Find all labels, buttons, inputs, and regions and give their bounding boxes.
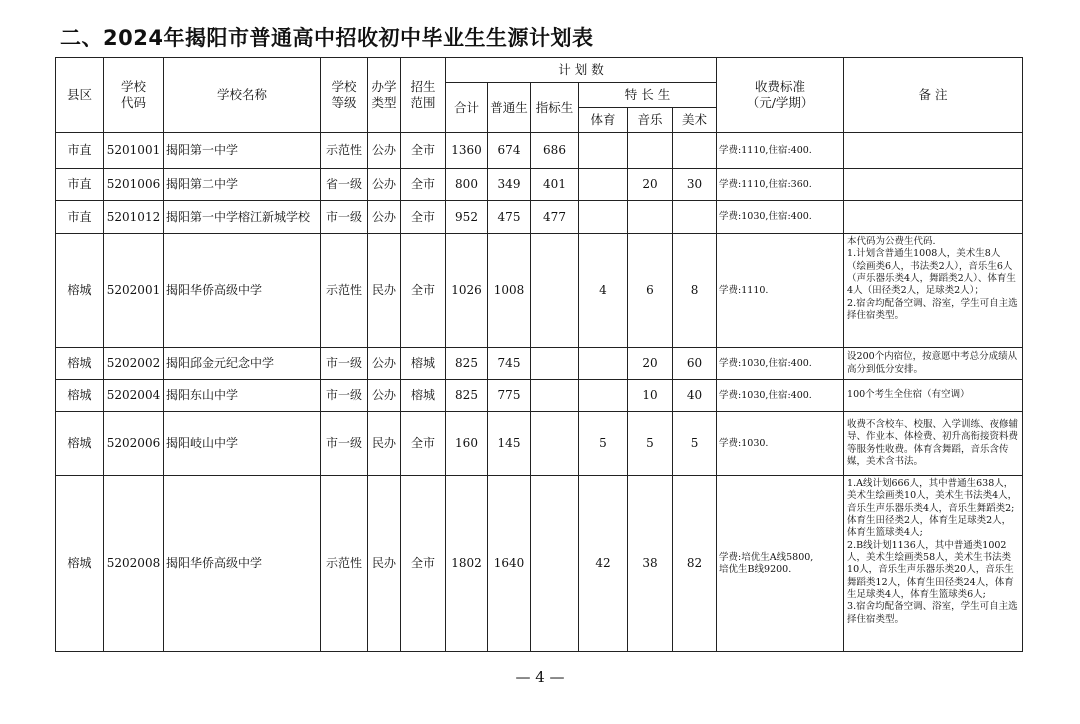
cell-art bbox=[673, 133, 717, 169]
cell-quota: 401 bbox=[531, 169, 579, 201]
table-row bbox=[56, 133, 1023, 169]
cell-level: 市一级 bbox=[321, 412, 368, 476]
header-level: 学校 等级 bbox=[321, 58, 368, 133]
cell-district: 市直 bbox=[56, 201, 104, 234]
cell-type: 民办 bbox=[368, 234, 401, 348]
cell-code: 5202006 bbox=[104, 412, 164, 476]
cell-sports: 42 bbox=[579, 476, 628, 652]
cell-total: 825 bbox=[446, 348, 488, 380]
cell-range: 全市 bbox=[401, 201, 446, 234]
cell-district: 市直 bbox=[56, 133, 104, 169]
cell-level: 省一级 bbox=[321, 169, 368, 201]
cell-music: 20 bbox=[628, 348, 673, 380]
cell-note bbox=[844, 201, 1023, 234]
cell-type: 公办 bbox=[368, 348, 401, 380]
cell-level: 市一级 bbox=[321, 201, 368, 234]
cell-type: 公办 bbox=[368, 169, 401, 201]
header-code: 学校 代码 bbox=[104, 58, 164, 133]
table-row bbox=[56, 234, 1023, 348]
cell-fee: 学费:培优生A线5800, 培优生B线9200. bbox=[717, 476, 844, 652]
cell-sports bbox=[579, 169, 628, 201]
cell-total: 1360 bbox=[446, 133, 488, 169]
cell-note: 100个考生全住宿（有空调） bbox=[844, 380, 1023, 412]
cell-name: 揭阳华侨高级中学 bbox=[164, 234, 321, 348]
table-row bbox=[56, 201, 1023, 234]
cell-music: 38 bbox=[628, 476, 673, 652]
cell-range: 榕城 bbox=[401, 380, 446, 412]
header-regular: 普通生 bbox=[488, 83, 531, 133]
cell-art: 8 bbox=[673, 234, 717, 348]
cell-sports: 5 bbox=[579, 412, 628, 476]
table-row bbox=[56, 169, 1023, 201]
cell-note bbox=[844, 133, 1023, 169]
cell-level: 示范性 bbox=[321, 476, 368, 652]
cell-name: 揭阳第一中学榕江新城学校 bbox=[164, 201, 321, 234]
cell-fee: 学费:1110,住宿:400. bbox=[717, 133, 844, 169]
cell-art bbox=[673, 201, 717, 234]
cell-type: 民办 bbox=[368, 412, 401, 476]
cell-total: 952 bbox=[446, 201, 488, 234]
cell-quota bbox=[531, 348, 579, 380]
header-fee: 收费标准 （元/学期） bbox=[717, 58, 844, 133]
cell-note: 1.A线计划666人，其中普通生638人，美术生绘画类10人，美术生书法类4人，音乐生声乐器乐类4人，音乐生舞蹈类2;体育生田径类2人，体育生足球类2人，体育生篮球类4人; 2.B线计划1136人，其中普通类1002人，美术生绘画类58人，美术生书法类10人，音乐生声乐器乐类20人，音乐生舞蹈类12人，体育生田径类24人，体育生足球类4人，体育生篮球类6人; 3.宿舍均配备空调、浴室，学生可自主选择住宿类型。 bbox=[844, 476, 1023, 652]
cell-total: 160 bbox=[446, 412, 488, 476]
header-plan: 计 划 数 bbox=[446, 58, 717, 83]
cell-art: 82 bbox=[673, 476, 717, 652]
cell-name: 揭阳第二中学 bbox=[164, 169, 321, 201]
cell-code: 5202002 bbox=[104, 348, 164, 380]
header-type: 办学 类型 bbox=[368, 58, 401, 133]
cell-range: 全市 bbox=[401, 133, 446, 169]
cell-code: 5202008 bbox=[104, 476, 164, 652]
cell-total: 1026 bbox=[446, 234, 488, 348]
cell-quota bbox=[531, 380, 579, 412]
page-title: 二、2024年揭阳市普通高中招收初中毕业生生源计划表 bbox=[60, 26, 594, 50]
cell-art: 60 bbox=[673, 348, 717, 380]
cell-total: 825 bbox=[446, 380, 488, 412]
cell-sports: 4 bbox=[579, 234, 628, 348]
cell-code: 5201006 bbox=[104, 169, 164, 201]
cell-fee: 学费:1110. bbox=[717, 234, 844, 348]
cell-sports bbox=[579, 133, 628, 169]
cell-name: 揭阳邱金元纪念中学 bbox=[164, 348, 321, 380]
cell-range: 全市 bbox=[401, 476, 446, 652]
cell-type: 公办 bbox=[368, 380, 401, 412]
cell-type: 公办 bbox=[368, 201, 401, 234]
cell-code: 5202004 bbox=[104, 380, 164, 412]
cell-quota: 477 bbox=[531, 201, 579, 234]
cell-range: 全市 bbox=[401, 169, 446, 201]
cell-music bbox=[628, 133, 673, 169]
cell-art: 5 bbox=[673, 412, 717, 476]
cell-fee: 学费:1030. bbox=[717, 412, 844, 476]
cell-range: 全市 bbox=[401, 234, 446, 348]
cell-fee: 学费:1030,住宿:400. bbox=[717, 348, 844, 380]
cell-regular: 349 bbox=[488, 169, 531, 201]
cell-note: 收费不含校车、校服、入学训练、夜修辅导、作业本、体检费、初升高衔接资料费等服务性收费。体育含舞蹈，音乐含传媒，美术含书法。 bbox=[844, 412, 1023, 476]
cell-sports bbox=[579, 348, 628, 380]
cell-district: 市直 bbox=[56, 169, 104, 201]
cell-name: 揭阳东山中学 bbox=[164, 380, 321, 412]
cell-type: 公办 bbox=[368, 133, 401, 169]
cell-fee: 学费:1030,住宿:400. bbox=[717, 380, 844, 412]
cell-district: 榕城 bbox=[56, 234, 104, 348]
cell-music bbox=[628, 201, 673, 234]
cell-note: 设200个内宿位，按意愿中考总分成绩从高分到低分安排。 bbox=[844, 348, 1023, 380]
cell-range: 榕城 bbox=[401, 348, 446, 380]
cell-name: 揭阳岐山中学 bbox=[164, 412, 321, 476]
cell-code: 5202001 bbox=[104, 234, 164, 348]
cell-name: 揭阳华侨高级中学 bbox=[164, 476, 321, 652]
cell-quota bbox=[531, 476, 579, 652]
header-art: 美术 bbox=[673, 108, 717, 133]
cell-art: 40 bbox=[673, 380, 717, 412]
cell-regular: 775 bbox=[488, 380, 531, 412]
cell-code: 5201012 bbox=[104, 201, 164, 234]
header-special: 特 长 生 bbox=[579, 83, 717, 108]
cell-regular: 145 bbox=[488, 412, 531, 476]
cell-fee: 学费:1110,住宿:360. bbox=[717, 169, 844, 201]
table-row bbox=[56, 380, 1023, 412]
cell-district: 榕城 bbox=[56, 412, 104, 476]
table-row bbox=[56, 348, 1023, 380]
cell-regular: 475 bbox=[488, 201, 531, 234]
cell-level: 示范性 bbox=[321, 234, 368, 348]
page-number: — 4 — bbox=[515, 668, 565, 686]
header-district: 县区 bbox=[56, 58, 104, 133]
cell-regular: 674 bbox=[488, 133, 531, 169]
enrollment-plan-table bbox=[55, 57, 1023, 652]
cell-total: 1802 bbox=[446, 476, 488, 652]
cell-note bbox=[844, 169, 1023, 201]
cell-level: 市一级 bbox=[321, 348, 368, 380]
cell-music: 20 bbox=[628, 169, 673, 201]
header-quota: 指标生 bbox=[531, 83, 579, 133]
cell-district: 榕城 bbox=[56, 380, 104, 412]
table-row bbox=[56, 476, 1023, 652]
cell-music: 10 bbox=[628, 380, 673, 412]
cell-range: 全市 bbox=[401, 412, 446, 476]
header-range: 招生 范围 bbox=[401, 58, 446, 133]
cell-fee: 学费:1030,住宿:400. bbox=[717, 201, 844, 234]
cell-music: 6 bbox=[628, 234, 673, 348]
cell-level: 市一级 bbox=[321, 380, 368, 412]
cell-note: 本代码为公费生代码. 1.计划含普通生1008人，美术生8人（绘画类6人，书法类2人），音乐生6人（声乐器乐类4人，舞蹈类2人）、体育生4人（田径类2人，足球类2人）； 2.宿舍均配备空调、浴室，学生可自主选择住宿类型。 bbox=[844, 234, 1023, 348]
header-name: 学校名称 bbox=[164, 58, 321, 133]
cell-regular: 745 bbox=[488, 348, 531, 380]
cell-sports bbox=[579, 380, 628, 412]
cell-code: 5201001 bbox=[104, 133, 164, 169]
cell-total: 800 bbox=[446, 169, 488, 201]
header-note: 备 注 bbox=[844, 58, 1023, 133]
cell-name: 揭阳第一中学 bbox=[164, 133, 321, 169]
cell-district: 榕城 bbox=[56, 476, 104, 652]
cell-sports bbox=[579, 201, 628, 234]
cell-quota: 686 bbox=[531, 133, 579, 169]
cell-music: 5 bbox=[628, 412, 673, 476]
cell-quota bbox=[531, 234, 579, 348]
cell-level: 示范性 bbox=[321, 133, 368, 169]
header-total: 合计 bbox=[446, 83, 488, 133]
cell-regular: 1008 bbox=[488, 234, 531, 348]
header-music: 音乐 bbox=[628, 108, 673, 133]
cell-regular: 1640 bbox=[488, 476, 531, 652]
table-row bbox=[56, 412, 1023, 476]
header-sports: 体育 bbox=[579, 108, 628, 133]
cell-art: 30 bbox=[673, 169, 717, 201]
cell-quota bbox=[531, 412, 579, 476]
cell-type: 民办 bbox=[368, 476, 401, 652]
cell-district: 榕城 bbox=[56, 348, 104, 380]
